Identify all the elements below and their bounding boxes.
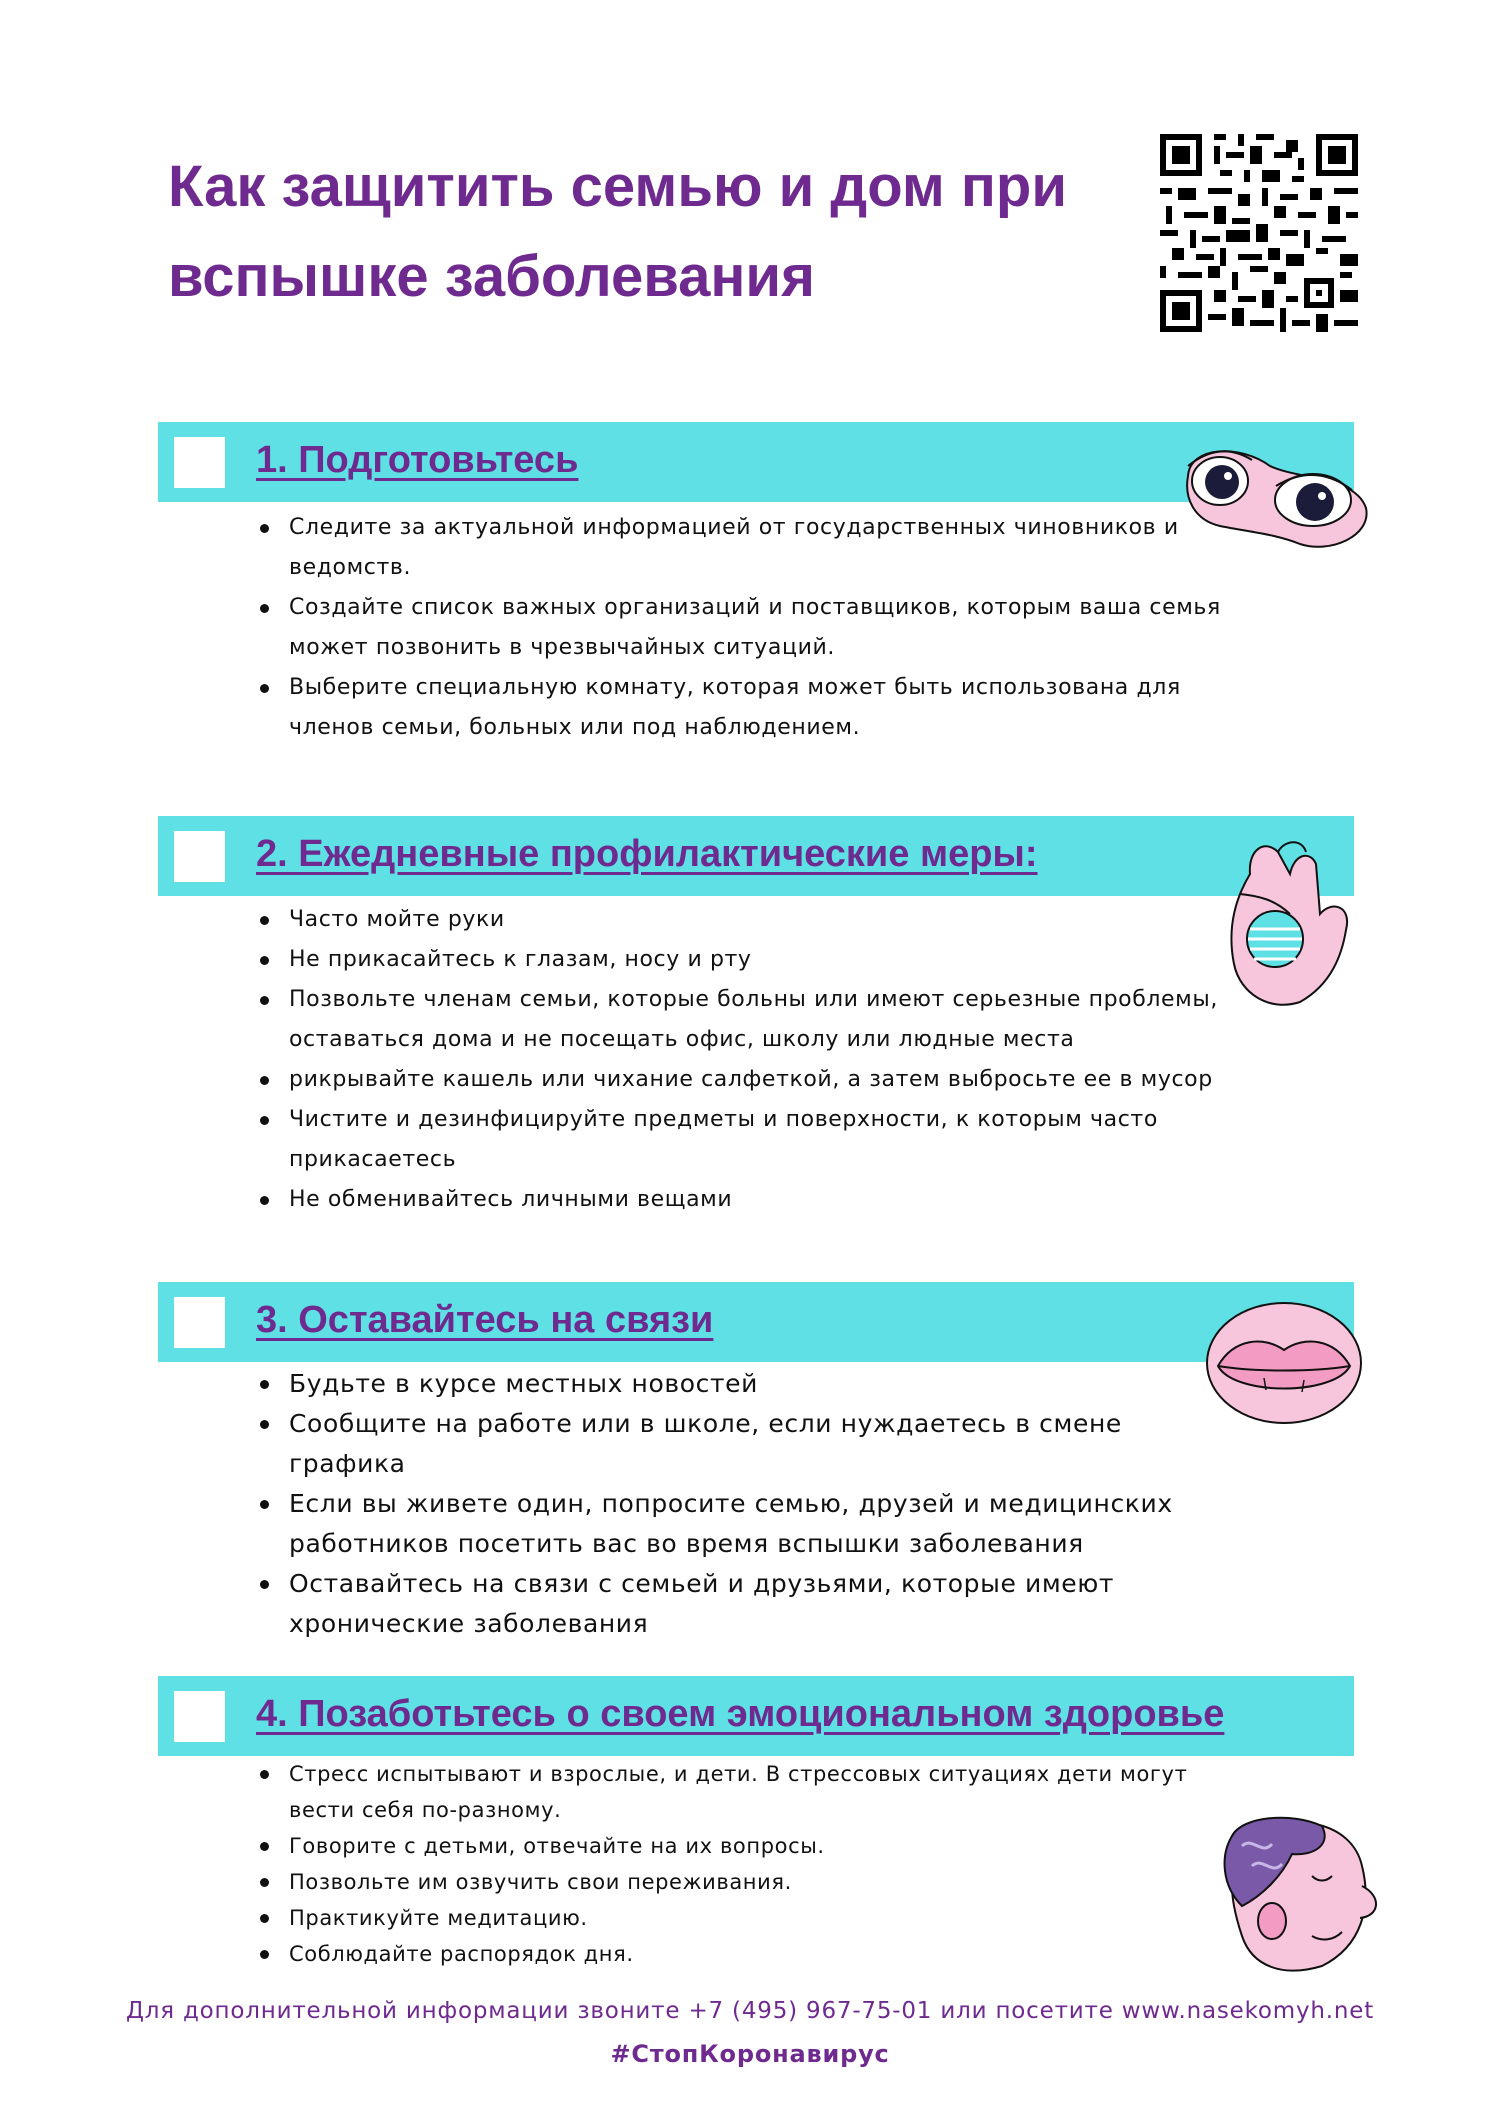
section-4-header [158, 1676, 1354, 1756]
list-item: Стресс испытывают и взрослые, и дети. В стрессовых ситуациях дети могут вести себя по-разному. [260, 1756, 1220, 1828]
section-3-header [158, 1282, 1354, 1362]
list-item: Практикуйте медитацию. [260, 1900, 1220, 1936]
section-4-title: 4. Позаботьтесь о своем эмоциональном здоровье [256, 1693, 1225, 1735]
list-item: Говорите с детьми, отвечайте на их вопросы. [260, 1828, 1220, 1864]
page-title: Как защитить семью и дом при вспышке заболевания [168, 154, 1067, 309]
section-1-header [158, 422, 1354, 502]
list-item: Если вы живете один, попросите семью, друзей и медицинских работников посетить вас во время вспышки заболевания [260, 1484, 1240, 1564]
list-item: Часто мойте руки [260, 900, 1240, 940]
section-2-list [260, 900, 1240, 1220]
section-2-header [158, 816, 1354, 896]
section-4-list [260, 1756, 1220, 1972]
list-item: Соблюдайте распорядок дня. [260, 1936, 1220, 1972]
list-item: Не прикасайтесь к глазам, носу и рту [260, 940, 1240, 980]
list-item: Оставайтесь на связи с семьей и друзьями, которые имеют хронические заболевания [260, 1564, 1240, 1644]
list-item: Не обменивайтесь личными вещами [260, 1180, 1240, 1220]
section-3-title: 3. Оставайтесь на связи [256, 1299, 714, 1341]
list-item: рикрывайте кашель или чихание салфеткой, а затем выбросьте ее в мусор [260, 1060, 1240, 1100]
section-1-checkbox[interactable] [174, 437, 225, 488]
footer-hashtag[interactable]: #СтопКоронавирус [610, 2040, 890, 2068]
section-3-list [260, 1364, 1240, 1644]
section-1-title: 1. Подготовьтесь [256, 439, 579, 481]
list-item: Будьте в курсе местных новостей [260, 1364, 1240, 1404]
list-item: Следите за актуальной информацией от государственных чиновников и ведомств. [260, 508, 1240, 588]
section-3-checkbox[interactable] [174, 1297, 225, 1348]
list-item: Чистите и дезинфицируйте предметы и поверхности, к которым часто прикасаетесь [260, 1100, 1240, 1180]
section-4-checkbox[interactable] [174, 1691, 225, 1742]
footer-info: Для дополнительной информации звоните +7 (495) 967-75-01 или посетите www.nasekomyh.net [125, 1998, 1375, 2024]
list-item: Позвольте членам семьи, которые больны или имеют серьезные проблемы, оставаться дома и не посещать офис, школу или людные места [260, 980, 1240, 1060]
qr-code[interactable] [1160, 134, 1358, 332]
list-item: Позвольте им озвучить свои переживания. [260, 1864, 1220, 1900]
face-illustration [1212, 1816, 1382, 1976]
list-item: Создайте список важных организаций и поставщиков, которым ваша семья может позвонить в чрезвычайных ситуаций. [260, 588, 1240, 668]
list-item: Выберите специальную комнату, которая может быть использована для членов семьи, больных или под наблюдением. [260, 668, 1240, 748]
section-2-title: 2. Ежедневные профилактические меры: [256, 833, 1038, 875]
hand-illustration [1220, 834, 1360, 1014]
section-1-list [260, 508, 1240, 748]
list-item: Сообщите на работе или в школе, если нуждаетесь в смене графика [260, 1404, 1240, 1484]
section-2-checkbox[interactable] [174, 831, 225, 882]
